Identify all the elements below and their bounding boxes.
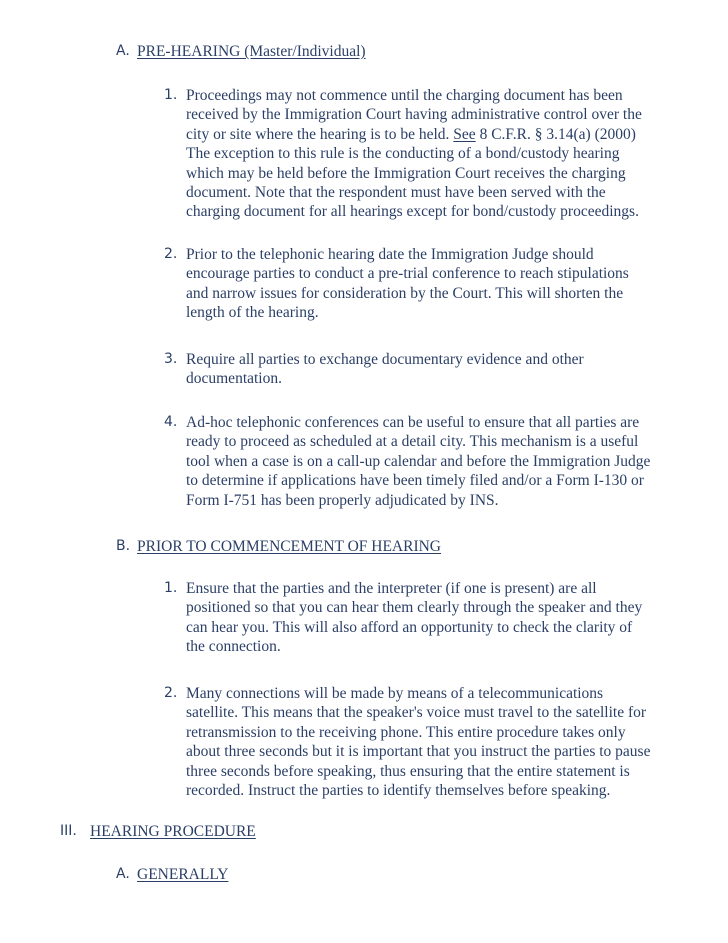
text-line: three seconds before speaking, thus ensuring that the entire statement is <box>186 762 630 780</box>
item-a1-text <box>186 86 686 222</box>
text-line: charging document for all hearings except for bond/custody proceedings. <box>186 203 639 221</box>
text-line: document. Note that the respondent must have been served with the <box>186 184 606 202</box>
text-line: Form I-751 has been properly adjudicated by INS. <box>186 491 499 509</box>
item-a3-number: 3. <box>164 351 178 367</box>
text-line: which may be held before the Immigration Court receives the charging <box>186 164 626 182</box>
text-line: length of the hearing. <box>186 304 319 322</box>
item-a1-number: 1. <box>164 87 178 103</box>
text-line: Many connections will be made by means of a telecommunications <box>186 685 604 702</box>
section-b-marker: B. <box>116 538 131 554</box>
text-line: Ad-hoc telephonic conferences can be useful to ensure that all parties are <box>186 414 640 431</box>
text-line <box>186 125 686 144</box>
section-iii-marker: III. <box>60 823 77 839</box>
text-line: Prior to the telephonic hearing date the Immigration Judge should <box>186 246 594 263</box>
citation: 8 C.F.R. § 3.14(a) (2000) <box>475 125 636 143</box>
item-a2-number: 2. <box>164 246 178 262</box>
text-line: retransmission to the receiving phone. This entire procedure takes only <box>186 723 626 741</box>
text-line: the connection. <box>186 638 281 656</box>
text-line: ready to proceed as scheduled at a detail city. This mechanism is a useful <box>186 433 639 451</box>
text-line: can hear you. This will also afford an opportunity to check the clarity of <box>186 618 633 636</box>
text-line: positioned so that you can hear them clearly through the speaker and they <box>186 599 643 617</box>
item-a4-text <box>186 413 686 510</box>
section-iii-a-heading: GENERALLY <box>137 866 229 883</box>
item-a4-number: 4. <box>164 414 178 430</box>
section-b-heading: PRIOR TO COMMENCEMENT OF HEARING <box>137 538 442 555</box>
text-line: tool when a case is on a call-up calendar and before the Immigration Judge <box>186 452 651 470</box>
see-signal: See <box>453 125 476 143</box>
text-line: received by the Immigration Court having administrative control over the <box>186 106 642 124</box>
text-line: satellite. This means that the speaker's voice must travel to the satellite for <box>186 704 647 722</box>
text-line: documentation. <box>186 370 282 388</box>
section-a-heading: PRE-HEARING (Master/Individual) <box>137 43 366 60</box>
text-line: The exception to this rule is the conducting of a bond/custody hearing <box>186 145 620 163</box>
text-line: and narrow issues for consideration by the Court. This will shorten the <box>186 284 624 302</box>
item-b2-number: 2. <box>164 685 178 701</box>
text-line: Ensure that the parties and the interpreter (if one is present) are all <box>186 580 597 597</box>
item-b2-text <box>186 684 686 800</box>
section-iii-heading: HEARING PROCEDURE <box>90 823 256 840</box>
section-a-marker: A. <box>116 43 130 59</box>
item-a3-text <box>186 350 686 389</box>
text-segment: city or site where the hearing is to be held. <box>186 125 454 143</box>
item-b1-text <box>186 579 686 657</box>
text-line: to determine if applications have been timely filed and/or a Form I-130 or <box>186 472 644 490</box>
text-line: Proceedings may not commence until the charging document has been <box>186 87 623 104</box>
text-line: recorded. Instruct the parties to identify themselves before speaking. <box>186 782 611 800</box>
text-line: encourage parties to conduct a pre-trial conference to reach stipulations <box>186 265 629 283</box>
item-b1-number: 1. <box>164 580 178 596</box>
text-line: about three seconds but it is important that you instruct the parties to pause <box>186 743 651 761</box>
section-iii-a-marker: A. <box>116 866 130 882</box>
item-a2-text <box>186 245 686 323</box>
text-line: Require all parties to exchange documentary evidence and other <box>186 351 584 368</box>
